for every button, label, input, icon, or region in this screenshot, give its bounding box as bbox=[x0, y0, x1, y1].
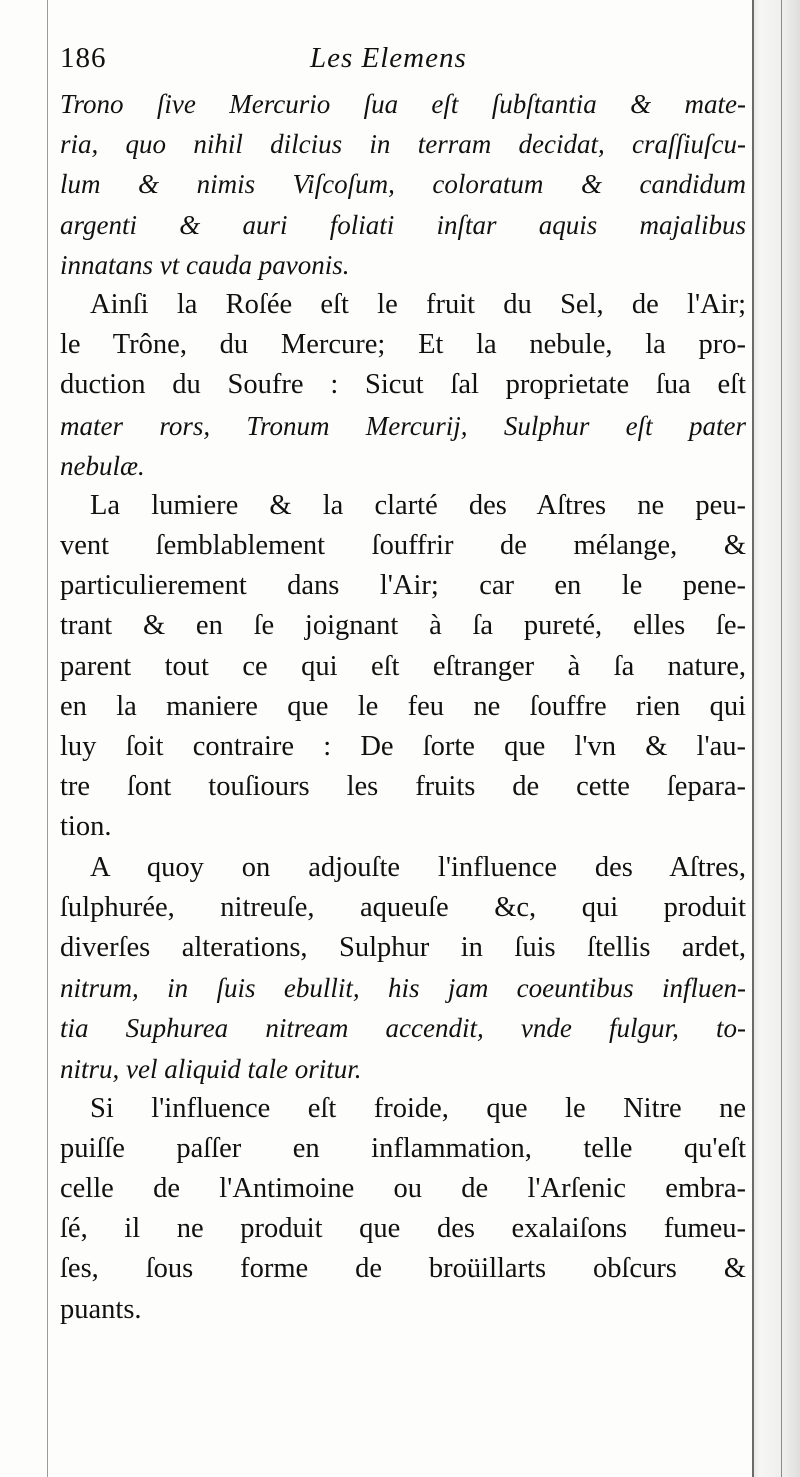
page-number: 186 bbox=[60, 42, 107, 74]
text-line: nitru, vel aliquid tale oritur. bbox=[60, 1053, 362, 1084]
text-line: puiſſe paſſer en inflammation, telle qu'eſt bbox=[60, 1132, 746, 1164]
text-line: ſes, ſous forme de broüillarts obſcurs & bbox=[60, 1253, 746, 1285]
page-edge-shadow bbox=[752, 0, 800, 1477]
text-line: Si l'influence eſt froide, que le Nitre ne bbox=[90, 1092, 746, 1124]
text-line: A quoy on adjouſte l'influence des Aſtres, bbox=[90, 851, 746, 883]
text-line: celle de l'Antimoine ou de l'Arſenic embra- bbox=[60, 1173, 746, 1205]
text-line: tia Suphurea nitream accendit, vnde fulgur, to- bbox=[60, 1013, 746, 1044]
text-block bbox=[60, 38, 746, 1330]
text-line: mater rors, Tronum Mercurij, Sulphur eſt pater bbox=[60, 410, 746, 441]
text-line: nitrum, in ſuis ebullit, his jam coeuntibus influen- bbox=[60, 973, 746, 1004]
text-line: Trono ſive Mercurio ſua eſt ſubſtantia & mate- bbox=[60, 89, 746, 119]
text-line: en la maniere que le feu ne ſouffre rien qui bbox=[60, 690, 746, 722]
text-line: innatans vt cauda pavonis. bbox=[60, 249, 350, 280]
text-line: trant & en ſe joignant à ſa pureté, elles ſe- bbox=[60, 610, 746, 642]
text-line: puants. bbox=[60, 1293, 142, 1325]
text-line: diverſes alterations, Sulphur in ſuis ſtellis ardet, bbox=[60, 931, 746, 963]
running-title: Les Elemens bbox=[310, 42, 467, 74]
text-line: particulierement dans l'Air; car en le pene- bbox=[60, 570, 746, 602]
text-line: luy ſoit contraire : De ſorte que l'vn & l'au- bbox=[60, 731, 746, 762]
text-line: vent ſemblablement ſouffrir de mélange, & bbox=[60, 530, 746, 562]
page-edge-line bbox=[781, 0, 782, 1477]
text-line: ſé, il ne produit que des exalaiſons fumeu- bbox=[60, 1213, 746, 1245]
text-line: La lumiere & la clarté des Aſtres ne peu- bbox=[90, 489, 746, 521]
text-line: Ainſi la Roſée eſt le fruit du Sel, de l'Air; bbox=[90, 288, 746, 320]
gutter-line bbox=[47, 0, 48, 1477]
text-line: lum & nimis Viſcoſum, coloratum & candidum bbox=[60, 169, 746, 200]
text-line: tre ſont touſiours les fruits de cette ſepara- bbox=[60, 771, 746, 803]
text-line: nebulæ. bbox=[60, 450, 145, 481]
text-line: ſulphurée, nitreuſe, aqueuſe &c, qui produit bbox=[60, 891, 746, 923]
text-line: duction du Soufre : Sicut ſal proprietate ſua eſt bbox=[60, 369, 746, 401]
text-line: tion. bbox=[60, 811, 112, 843]
text-line: ria, quo nihil dilcius in terram decidat, craſſiuſcu- bbox=[60, 129, 746, 160]
page-header bbox=[60, 38, 746, 84]
text-line: argenti & auri foliati inſtar aquis majalibus bbox=[60, 209, 746, 240]
text-line: le Trône, du Mercure; Et la nebule, la pro- bbox=[60, 329, 746, 361]
body-text bbox=[60, 84, 746, 1330]
text-line: parent tout ce qui eſt eſtranger à ſa nature, bbox=[60, 650, 746, 682]
